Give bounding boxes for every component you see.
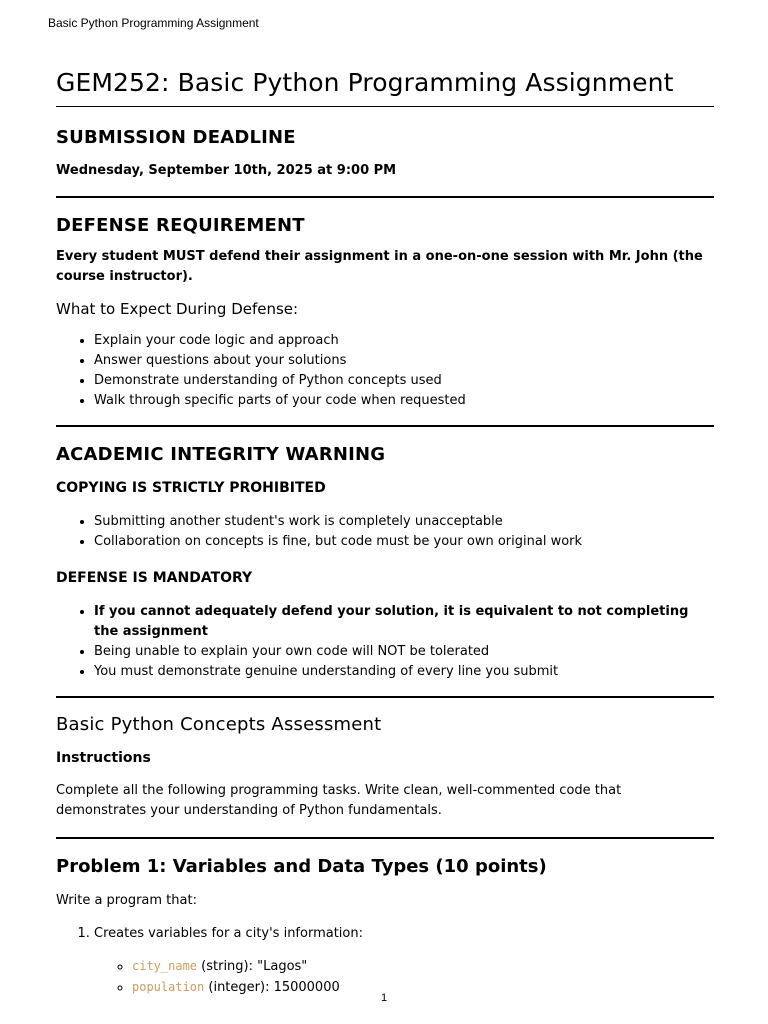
defense-mandatory-heading: DEFENSE IS MANDATORY bbox=[56, 570, 253, 586]
page-number: 1 bbox=[380, 992, 388, 1004]
list-item: • Explain your code logic and approach bbox=[94, 331, 714, 351]
instructions-heading: Instructions bbox=[56, 750, 151, 766]
problem-1-intro: Write a program that: bbox=[56, 893, 197, 908]
variable-desc: (string): "Lagos" bbox=[197, 959, 308, 974]
integrity-heading: ACADEMIC INTEGRITY WARNING bbox=[56, 444, 386, 465]
list-item: • Demonstrate understanding of Python concepts used bbox=[94, 371, 714, 391]
variable-name: city_name bbox=[132, 959, 198, 973]
assessment-heading: Basic Python Concepts Assessment bbox=[56, 714, 382, 735]
copying-list bbox=[56, 512, 714, 552]
list-item: • Answer questions about your solutions bbox=[94, 351, 714, 371]
defense-expect-heading: What to Expect During Defense: bbox=[56, 300, 299, 318]
document-title: GEM252: Basic Python Programming Assignment bbox=[56, 66, 714, 107]
defense-heading: DEFENSE REQUIREMENT bbox=[56, 215, 305, 236]
step-text: Creates variables for a city's information: bbox=[94, 926, 363, 941]
defense-mandatory-list bbox=[56, 602, 714, 682]
document-body bbox=[56, 66, 714, 998]
list-item: • You must demonstrate genuine understanding of every line you submit bbox=[94, 662, 714, 682]
variable-name: population bbox=[132, 980, 205, 994]
list-item: • If you cannot adequately defend your solution, it is equivalent to not completing the assignment bbox=[94, 602, 714, 642]
list-item: • Collaboration on concepts is fine, but code must be your own original work bbox=[94, 532, 714, 552]
variable-desc: (integer): 15000000 bbox=[204, 980, 340, 995]
list-item: • Walk through specific parts of your code when requested bbox=[94, 391, 714, 411]
problem-1-steps bbox=[56, 924, 714, 998]
deadline-heading: SUBMISSION DEADLINE bbox=[56, 127, 296, 148]
deadline-date: Wednesday, September 10th, 2025 at 9:00 PM bbox=[56, 163, 397, 178]
list-item bbox=[94, 924, 714, 998]
list-item bbox=[132, 956, 714, 977]
list-item: • Being unable to explain your own code will NOT be tolerated bbox=[94, 642, 714, 662]
defense-statement: Every student MUST defend their assignment in a one-on-one session with Mr. John (the course instructor). bbox=[56, 249, 703, 284]
defense-expect-list bbox=[56, 331, 714, 411]
list-item: • Submitting another student's work is completely unacceptable bbox=[94, 512, 714, 532]
running-header: Basic Python Programming Assignment bbox=[48, 16, 259, 30]
instructions-text: Complete all the following programming tasks. Write clean, well-commented code that demonstrates your understanding of Python fundamentals. bbox=[56, 783, 622, 818]
copying-heading: COPYING IS STRICTLY PROHIBITED bbox=[56, 480, 326, 496]
problem-1-heading: Problem 1: Variables and Data Types (10 points) bbox=[56, 856, 547, 877]
